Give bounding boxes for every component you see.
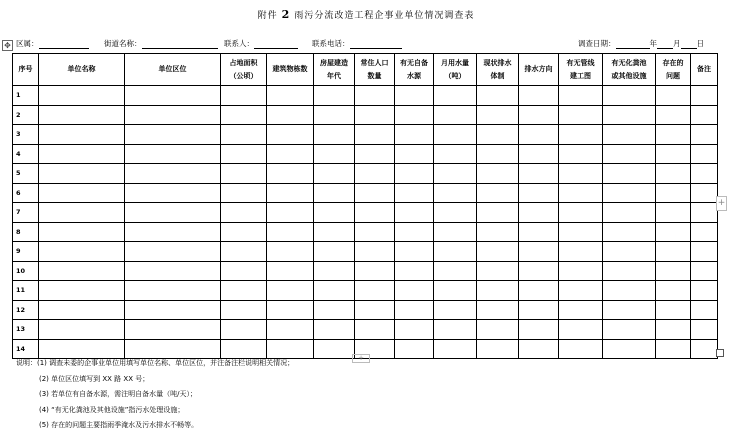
table-cell[interactable] [267, 105, 314, 125]
table-cell[interactable] [395, 281, 434, 301]
table-cell[interactable] [125, 261, 221, 281]
table-cell[interactable] [656, 339, 691, 359]
table-row [13, 183, 718, 203]
table-cell[interactable] [656, 300, 691, 320]
table-cell[interactable] [355, 281, 395, 301]
row-number: 10 [13, 261, 39, 281]
phone-field [312, 38, 402, 49]
column-header-line: 有无自备 [400, 58, 428, 67]
table-cell[interactable] [691, 105, 718, 125]
table-cell[interactable] [603, 125, 656, 145]
table-cell[interactable] [519, 86, 559, 106]
survey-table [12, 53, 718, 359]
row-number: 1 [13, 86, 39, 106]
table-cell[interactable] [477, 86, 519, 106]
row-number: 12 [13, 300, 39, 320]
table-cell[interactable] [519, 183, 559, 203]
contact-field [224, 38, 298, 49]
street-label: 街道名称： [104, 39, 142, 48]
table-cell[interactable] [395, 105, 434, 125]
table-cell[interactable] [221, 144, 267, 164]
table-cell[interactable] [656, 261, 691, 281]
table-cell[interactable] [221, 203, 267, 223]
row-number: 14 [13, 339, 39, 359]
table-cell[interactable] [434, 281, 477, 301]
table-cell[interactable] [519, 281, 559, 301]
table-row [13, 164, 718, 184]
table-cell[interactable] [434, 144, 477, 164]
table-cell[interactable] [603, 144, 656, 164]
column-header-line: 或其他设施 [611, 71, 647, 80]
table-cell[interactable] [603, 320, 656, 340]
table-cell[interactable] [559, 281, 603, 301]
table-cell[interactable] [691, 203, 718, 223]
table-cell[interactable] [314, 320, 355, 340]
table-cell[interactable] [434, 242, 477, 262]
column-header-line: 单位区位 [158, 65, 187, 73]
table-cell[interactable] [603, 105, 656, 125]
column-header-line: 占地面积 [229, 58, 258, 67]
phone-label: 联系电话： [312, 39, 350, 48]
table-cell[interactable] [477, 300, 519, 320]
table-cell[interactable] [656, 242, 691, 262]
column-header [691, 54, 718, 86]
row-number: 4 [13, 144, 39, 164]
table-row [13, 222, 718, 242]
table-cell[interactable] [519, 320, 559, 340]
column-header [395, 54, 434, 86]
table-row [13, 203, 718, 223]
table-cell[interactable] [267, 222, 314, 242]
table-cell[interactable] [221, 183, 267, 203]
table-cell[interactable] [39, 300, 125, 320]
column-header [39, 54, 125, 86]
table-cell[interactable] [434, 86, 477, 106]
table-cell[interactable] [477, 339, 519, 359]
table-cell[interactable] [267, 183, 314, 203]
table-cell[interactable] [355, 203, 395, 223]
column-header [13, 54, 39, 86]
table-cell[interactable] [39, 222, 125, 242]
table-cell[interactable] [395, 320, 434, 340]
table-cell[interactable] [267, 86, 314, 106]
table-cell[interactable] [267, 242, 314, 262]
table-cell[interactable] [519, 261, 559, 281]
table-cell[interactable] [477, 203, 519, 223]
table-cell[interactable] [355, 261, 395, 281]
table-cell[interactable] [355, 105, 395, 125]
add-row-icon[interactable]: + [352, 354, 370, 363]
table-cell[interactable] [125, 222, 221, 242]
table-row [13, 242, 718, 262]
row-number: 8 [13, 222, 39, 242]
table-cell[interactable] [314, 222, 355, 242]
table-cell[interactable] [314, 86, 355, 106]
street-field [104, 38, 218, 49]
column-header [434, 54, 477, 86]
table-cell[interactable] [395, 144, 434, 164]
table-row [13, 281, 718, 301]
table-cell[interactable] [519, 242, 559, 262]
table-cell[interactable] [691, 300, 718, 320]
table-cell[interactable] [691, 261, 718, 281]
table-cell[interactable] [39, 125, 125, 145]
table-cell[interactable] [559, 105, 603, 125]
table-cell[interactable] [519, 203, 559, 223]
table-cell[interactable] [221, 261, 267, 281]
table-cell[interactable] [314, 339, 355, 359]
row-number: 2 [13, 105, 39, 125]
phone-blank[interactable] [350, 40, 402, 49]
table-cell[interactable] [39, 86, 125, 106]
table-cell[interactable] [125, 164, 221, 184]
column-header-line: （公顷） [229, 71, 258, 80]
date-field [578, 38, 704, 49]
table-cell[interactable] [434, 320, 477, 340]
row-number: 3 [13, 125, 39, 145]
table-cell[interactable] [603, 242, 656, 262]
table-cell[interactable] [691, 242, 718, 262]
table-cell[interactable] [355, 125, 395, 145]
table-cell[interactable] [656, 183, 691, 203]
table-cell[interactable] [355, 86, 395, 106]
column-header-line: 体制 [490, 71, 505, 80]
table-cell[interactable] [221, 300, 267, 320]
row-number: 11 [13, 281, 39, 301]
month-label: 月 [673, 39, 681, 48]
column-header-line: 单位名称 [67, 65, 96, 73]
table-cell[interactable] [39, 320, 125, 340]
table-cell[interactable] [434, 300, 477, 320]
table-cell[interactable] [355, 164, 395, 184]
row-number: 7 [13, 203, 39, 223]
column-header [125, 54, 221, 86]
table-cell[interactable] [267, 144, 314, 164]
table-cell[interactable] [656, 203, 691, 223]
add-column-icon[interactable]: + [716, 196, 727, 211]
day-label: 日 [696, 39, 704, 48]
table-cell[interactable] [656, 144, 691, 164]
column-header [477, 54, 519, 86]
column-header-line: 水源 [407, 71, 421, 80]
table-cell[interactable] [519, 222, 559, 242]
table-cell[interactable] [314, 125, 355, 145]
table-cell[interactable] [519, 339, 559, 359]
table-row [13, 300, 718, 320]
table-cell[interactable] [559, 125, 603, 145]
column-header [519, 54, 559, 86]
table-cell[interactable] [39, 281, 125, 301]
title-text: 雨污分流改造工程企事业单位情况调查表 [294, 11, 475, 21]
table-cell[interactable] [434, 183, 477, 203]
title-number: 2 [281, 8, 291, 21]
table-cell[interactable] [656, 86, 691, 106]
table-cell[interactable] [395, 125, 434, 145]
table-cell[interactable] [39, 261, 125, 281]
column-header-line: 常住人口 [360, 58, 389, 67]
table-cell[interactable] [656, 125, 691, 145]
table-cell[interactable] [355, 300, 395, 320]
table-cell[interactable] [477, 242, 519, 262]
table-cell[interactable] [314, 261, 355, 281]
table-cell[interactable] [39, 105, 125, 125]
table-cell[interactable] [221, 164, 267, 184]
column-header-line: 问题 [666, 71, 680, 80]
table-cell[interactable] [691, 125, 718, 145]
table-cell[interactable] [395, 203, 434, 223]
table-cell[interactable] [656, 105, 691, 125]
table-cell[interactable] [355, 183, 395, 203]
document-title [0, 8, 732, 21]
table-cell[interactable] [434, 339, 477, 359]
table-cell[interactable] [477, 105, 519, 125]
table-cell[interactable] [125, 144, 221, 164]
table-cell[interactable] [314, 300, 355, 320]
table-cell[interactable] [221, 86, 267, 106]
table-cell[interactable] [691, 86, 718, 106]
table-cell[interactable] [267, 203, 314, 223]
table-cell[interactable] [125, 86, 221, 106]
table-cell[interactable] [519, 300, 559, 320]
table-cell[interactable] [395, 242, 434, 262]
table-cell[interactable] [355, 144, 395, 164]
table-cell[interactable] [691, 281, 718, 301]
table-cell[interactable] [355, 242, 395, 262]
table-cell[interactable] [267, 261, 314, 281]
contact-label: 联系人： [224, 39, 254, 48]
table-row [13, 144, 718, 164]
column-header-line: 年代 [327, 71, 341, 80]
table-cell[interactable] [434, 222, 477, 242]
table-cell[interactable] [221, 105, 267, 125]
table-cell[interactable] [39, 144, 125, 164]
column-header [603, 54, 656, 86]
table-cell[interactable] [656, 164, 691, 184]
table-cell[interactable] [314, 242, 355, 262]
column-header [267, 54, 314, 86]
table-cell[interactable] [39, 183, 125, 203]
district-label: 区属： [16, 39, 39, 48]
table-cell[interactable] [314, 144, 355, 164]
table-cell[interactable] [434, 105, 477, 125]
table-cell[interactable] [221, 242, 267, 262]
table-cell[interactable] [395, 164, 434, 184]
table-cell[interactable] [656, 222, 691, 242]
table-cell[interactable] [477, 183, 519, 203]
table-cell[interactable] [691, 164, 718, 184]
table-cell[interactable] [39, 242, 125, 262]
column-header-line: 建工图 [570, 71, 591, 80]
table-cell[interactable] [559, 164, 603, 184]
table-cell[interactable] [559, 144, 603, 164]
table-cell[interactable] [314, 281, 355, 301]
table-cell[interactable] [39, 164, 125, 184]
row-number: 9 [13, 242, 39, 262]
table-move-handle-icon[interactable]: ✥ [2, 40, 13, 51]
table-cell[interactable] [603, 261, 656, 281]
row-number: 5 [13, 164, 39, 184]
table-cell[interactable] [221, 281, 267, 301]
table-cell[interactable] [559, 300, 603, 320]
table-cell[interactable] [314, 183, 355, 203]
title-prefix: 附件 [257, 11, 278, 21]
table-cell[interactable] [691, 339, 718, 359]
table-cell[interactable] [125, 105, 221, 125]
table-cell[interactable] [477, 125, 519, 145]
day-blank[interactable] [681, 40, 697, 49]
row-number: 13 [13, 320, 39, 340]
column-header-line: 排水方向 [524, 65, 553, 73]
table-cell[interactable] [314, 164, 355, 184]
column-header [314, 54, 355, 86]
table-cell[interactable] [477, 164, 519, 184]
column-header-line: 建筑物栋数 [272, 65, 308, 73]
table-cell[interactable] [477, 320, 519, 340]
row-number: 6 [13, 183, 39, 203]
table-row [13, 320, 718, 340]
table-cell[interactable] [355, 222, 395, 242]
table-cell[interactable] [267, 281, 314, 301]
table-cell[interactable] [691, 222, 718, 242]
table-cell[interactable] [395, 183, 434, 203]
table-cell[interactable] [603, 300, 656, 320]
year-label: 年 [649, 39, 657, 48]
table-cell[interactable] [519, 125, 559, 145]
column-header-line: 存在的 [662, 58, 684, 67]
table-cell[interactable] [125, 320, 221, 340]
table-cell[interactable] [603, 183, 656, 203]
column-header [656, 54, 691, 86]
table-resize-handle[interactable] [716, 349, 724, 357]
table-cell[interactable] [559, 320, 603, 340]
table-cell[interactable] [656, 281, 691, 301]
column-header-line: 现状排水 [483, 58, 512, 67]
column-header [355, 54, 395, 86]
column-header-line: 有无化粪池 [611, 58, 647, 67]
table-cell[interactable] [603, 86, 656, 106]
table-cell[interactable] [559, 261, 603, 281]
year-blank[interactable] [616, 40, 650, 49]
note-item: (3) 若单位有自备水源，需注明自备水量（吨/天）； [39, 390, 197, 398]
table-cell[interactable] [603, 339, 656, 359]
table-cell[interactable] [125, 281, 221, 301]
column-header-line: 序号 [18, 65, 33, 73]
table-cell[interactable] [434, 261, 477, 281]
table-cell[interactable] [691, 144, 718, 164]
note-item: (5) 存在的问题主要指雨季淹水及污水排水不畅等。 [39, 421, 199, 429]
contact-blank[interactable] [254, 40, 298, 49]
table-cell[interactable] [559, 86, 603, 106]
column-header [559, 54, 603, 86]
table-cell[interactable] [395, 261, 434, 281]
column-header-line: 月用水量 [441, 58, 469, 67]
notes-label: 说明： [16, 359, 37, 367]
table-cell[interactable] [477, 144, 519, 164]
table-cell[interactable] [355, 320, 395, 340]
table-cell[interactable] [314, 203, 355, 223]
table-cell[interactable] [519, 164, 559, 184]
table-cell[interactable] [267, 164, 314, 184]
table-row [13, 261, 718, 281]
district-blank[interactable] [39, 40, 89, 49]
table-cell[interactable] [603, 164, 656, 184]
table-cell[interactable] [125, 242, 221, 262]
table-cell[interactable] [221, 125, 267, 145]
table-cell[interactable] [314, 105, 355, 125]
table-cell[interactable] [395, 222, 434, 242]
table-cell[interactable] [221, 320, 267, 340]
table-row [13, 86, 718, 106]
table-cell[interactable] [477, 222, 519, 242]
table-cell[interactable] [221, 222, 267, 242]
note-item [16, 356, 294, 372]
table-cell[interactable] [395, 339, 434, 359]
table-cell[interactable] [125, 300, 221, 320]
table-row [13, 105, 718, 125]
table-cell[interactable] [519, 144, 559, 164]
table-cell[interactable] [603, 203, 656, 223]
table-cell[interactable] [477, 261, 519, 281]
table-cell[interactable] [434, 203, 477, 223]
column-header-line: 有无管线 [566, 58, 595, 67]
table-cell[interactable] [267, 300, 314, 320]
note-text: (1) 调查未委的企事业单位用填写单位名称、单位区位，并注备注栏说明相关情况； [37, 359, 295, 367]
table-cell[interactable] [656, 320, 691, 340]
table-row [13, 125, 718, 145]
table-cell[interactable] [603, 222, 656, 242]
column-header-line: 房屋建造 [320, 58, 348, 67]
date-label: 调查日期： [578, 39, 616, 48]
table-cell[interactable] [267, 320, 314, 340]
table-cell[interactable] [395, 300, 434, 320]
column-header-line: 数量 [367, 71, 382, 80]
table-cell[interactable] [125, 125, 221, 145]
column-header-line: 备注 [697, 65, 711, 73]
table-cell[interactable] [395, 86, 434, 106]
table-cell[interactable] [559, 183, 603, 203]
table-cell[interactable] [603, 281, 656, 301]
street-blank[interactable] [142, 40, 218, 49]
table-cell[interactable] [477, 281, 519, 301]
notes-section [16, 356, 294, 434]
table-cell[interactable] [267, 125, 314, 145]
table-cell[interactable] [39, 203, 125, 223]
table-cell[interactable] [691, 320, 718, 340]
table-header-row [13, 54, 718, 86]
column-header-line: （吨） [444, 71, 466, 80]
table-cell[interactable] [434, 164, 477, 184]
column-header [221, 54, 267, 86]
table-cell[interactable] [691, 183, 718, 203]
note-item: (2) 单位区位填写到 XX 路 XX 号； [39, 374, 150, 383]
district-field [16, 38, 89, 49]
table-cell[interactable] [559, 222, 603, 242]
table-cell[interactable] [434, 125, 477, 145]
table-cell[interactable] [125, 203, 221, 223]
table-cell[interactable] [559, 203, 603, 223]
month-blank[interactable] [657, 40, 673, 49]
table-cell[interactable] [559, 339, 603, 359]
note-item: (4) “有无化粪池及其他设施”指污水处理设施； [39, 405, 185, 414]
table-cell[interactable] [559, 242, 603, 262]
table-cell[interactable] [125, 183, 221, 203]
table-cell[interactable] [519, 105, 559, 125]
